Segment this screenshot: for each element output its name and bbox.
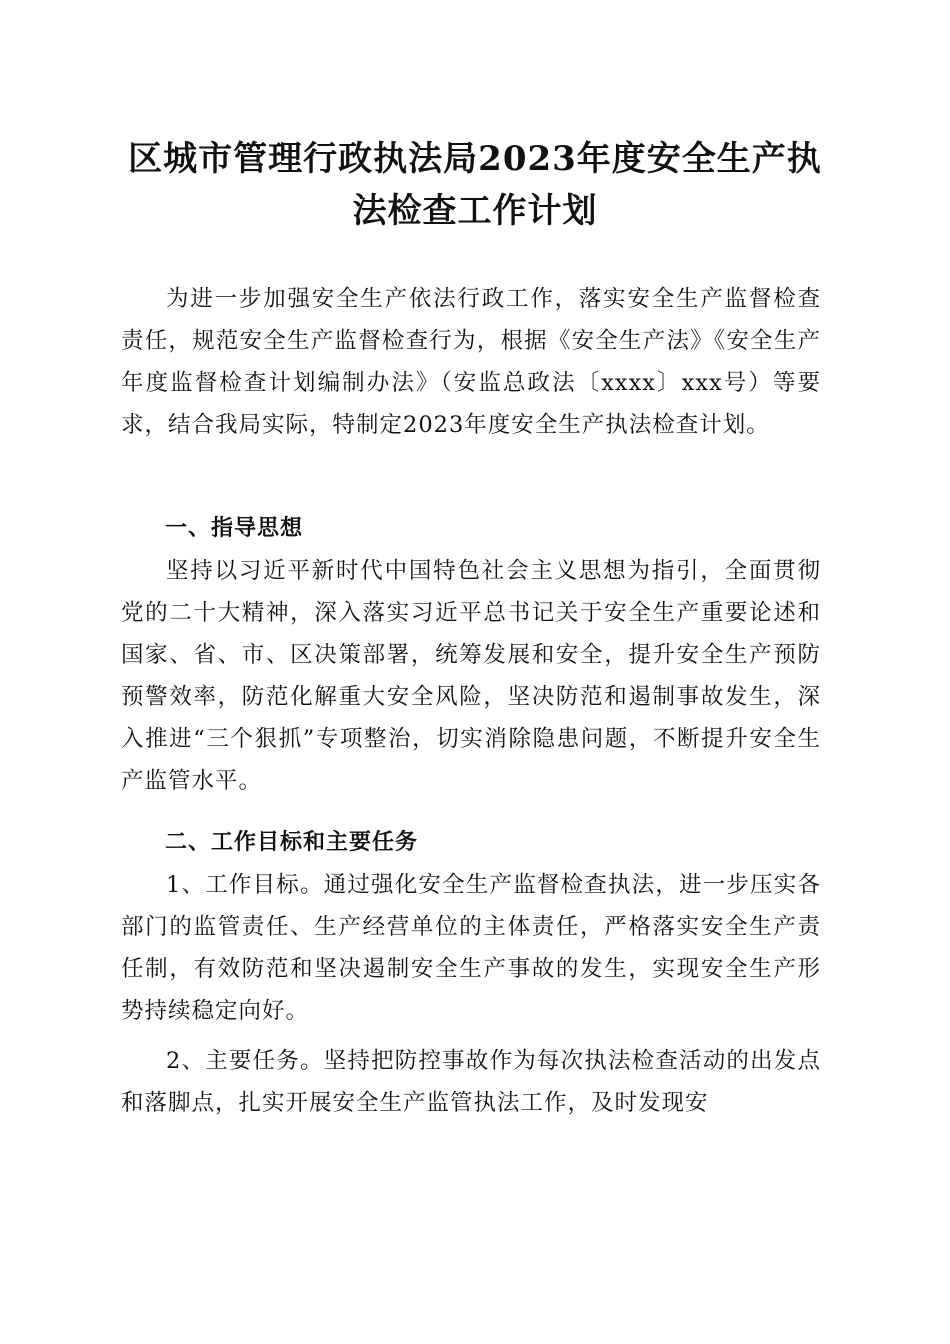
title-line-1: 区城市管理行政执法局2023年度安全生产执	[128, 139, 822, 179]
section-heading-goals-tasks: 二、工作目标和主要任务	[165, 830, 419, 855]
work-goal-paragraph: 1、工作目标。通过强化安全生产监督检查执法，进一步压实各部门的监管责任、生产经营单位的主体责任，严格落实安全生产责任制，有效防范和坚决遏制安全生产事故的发生，实现安全生产形势持续稳定向好。	[121, 872, 821, 1024]
main-tasks-paragraph: 2、主要任务。坚持把防控事故作为每次执法检查活动的出发点和落脚点，扎实开展安全生产监管执法工作，及时发现安	[121, 1048, 821, 1116]
title-line-2: 法检查工作计划	[352, 191, 598, 231]
guiding-ideology-paragraph: 坚持以习近平新时代中国特色社会主义思想为指引，全面贯彻党的二十大精神，深入落实习近平总书记关于安全生产重要论述和国家、省、市、区决策部署，统筹发展和安全，提升安全生产预防预警效率，防范化解重大安全风险，坚决防范和遏制事故发生，深入推进“三个狠抓”专项整治，切实消除隐患问题，不断提升安全生产监管水平。	[121, 558, 821, 794]
document-title	[110, 133, 840, 237]
document-body	[121, 278, 821, 1124]
section-heading-guiding-ideology: 一、指导思想	[165, 516, 304, 541]
intro-paragraph: 为进一步加强安全生产依法行政工作，落实安全生产监督检查责任，规范安全生产监督检查行为，根据《安全生产法》《安全生产年度监督检查计划编制办法》（安监总政法〔xxxx〕xxx号）等要求，结合我局实际，特制定2023年度安全生产执法检查计划。	[121, 286, 821, 438]
